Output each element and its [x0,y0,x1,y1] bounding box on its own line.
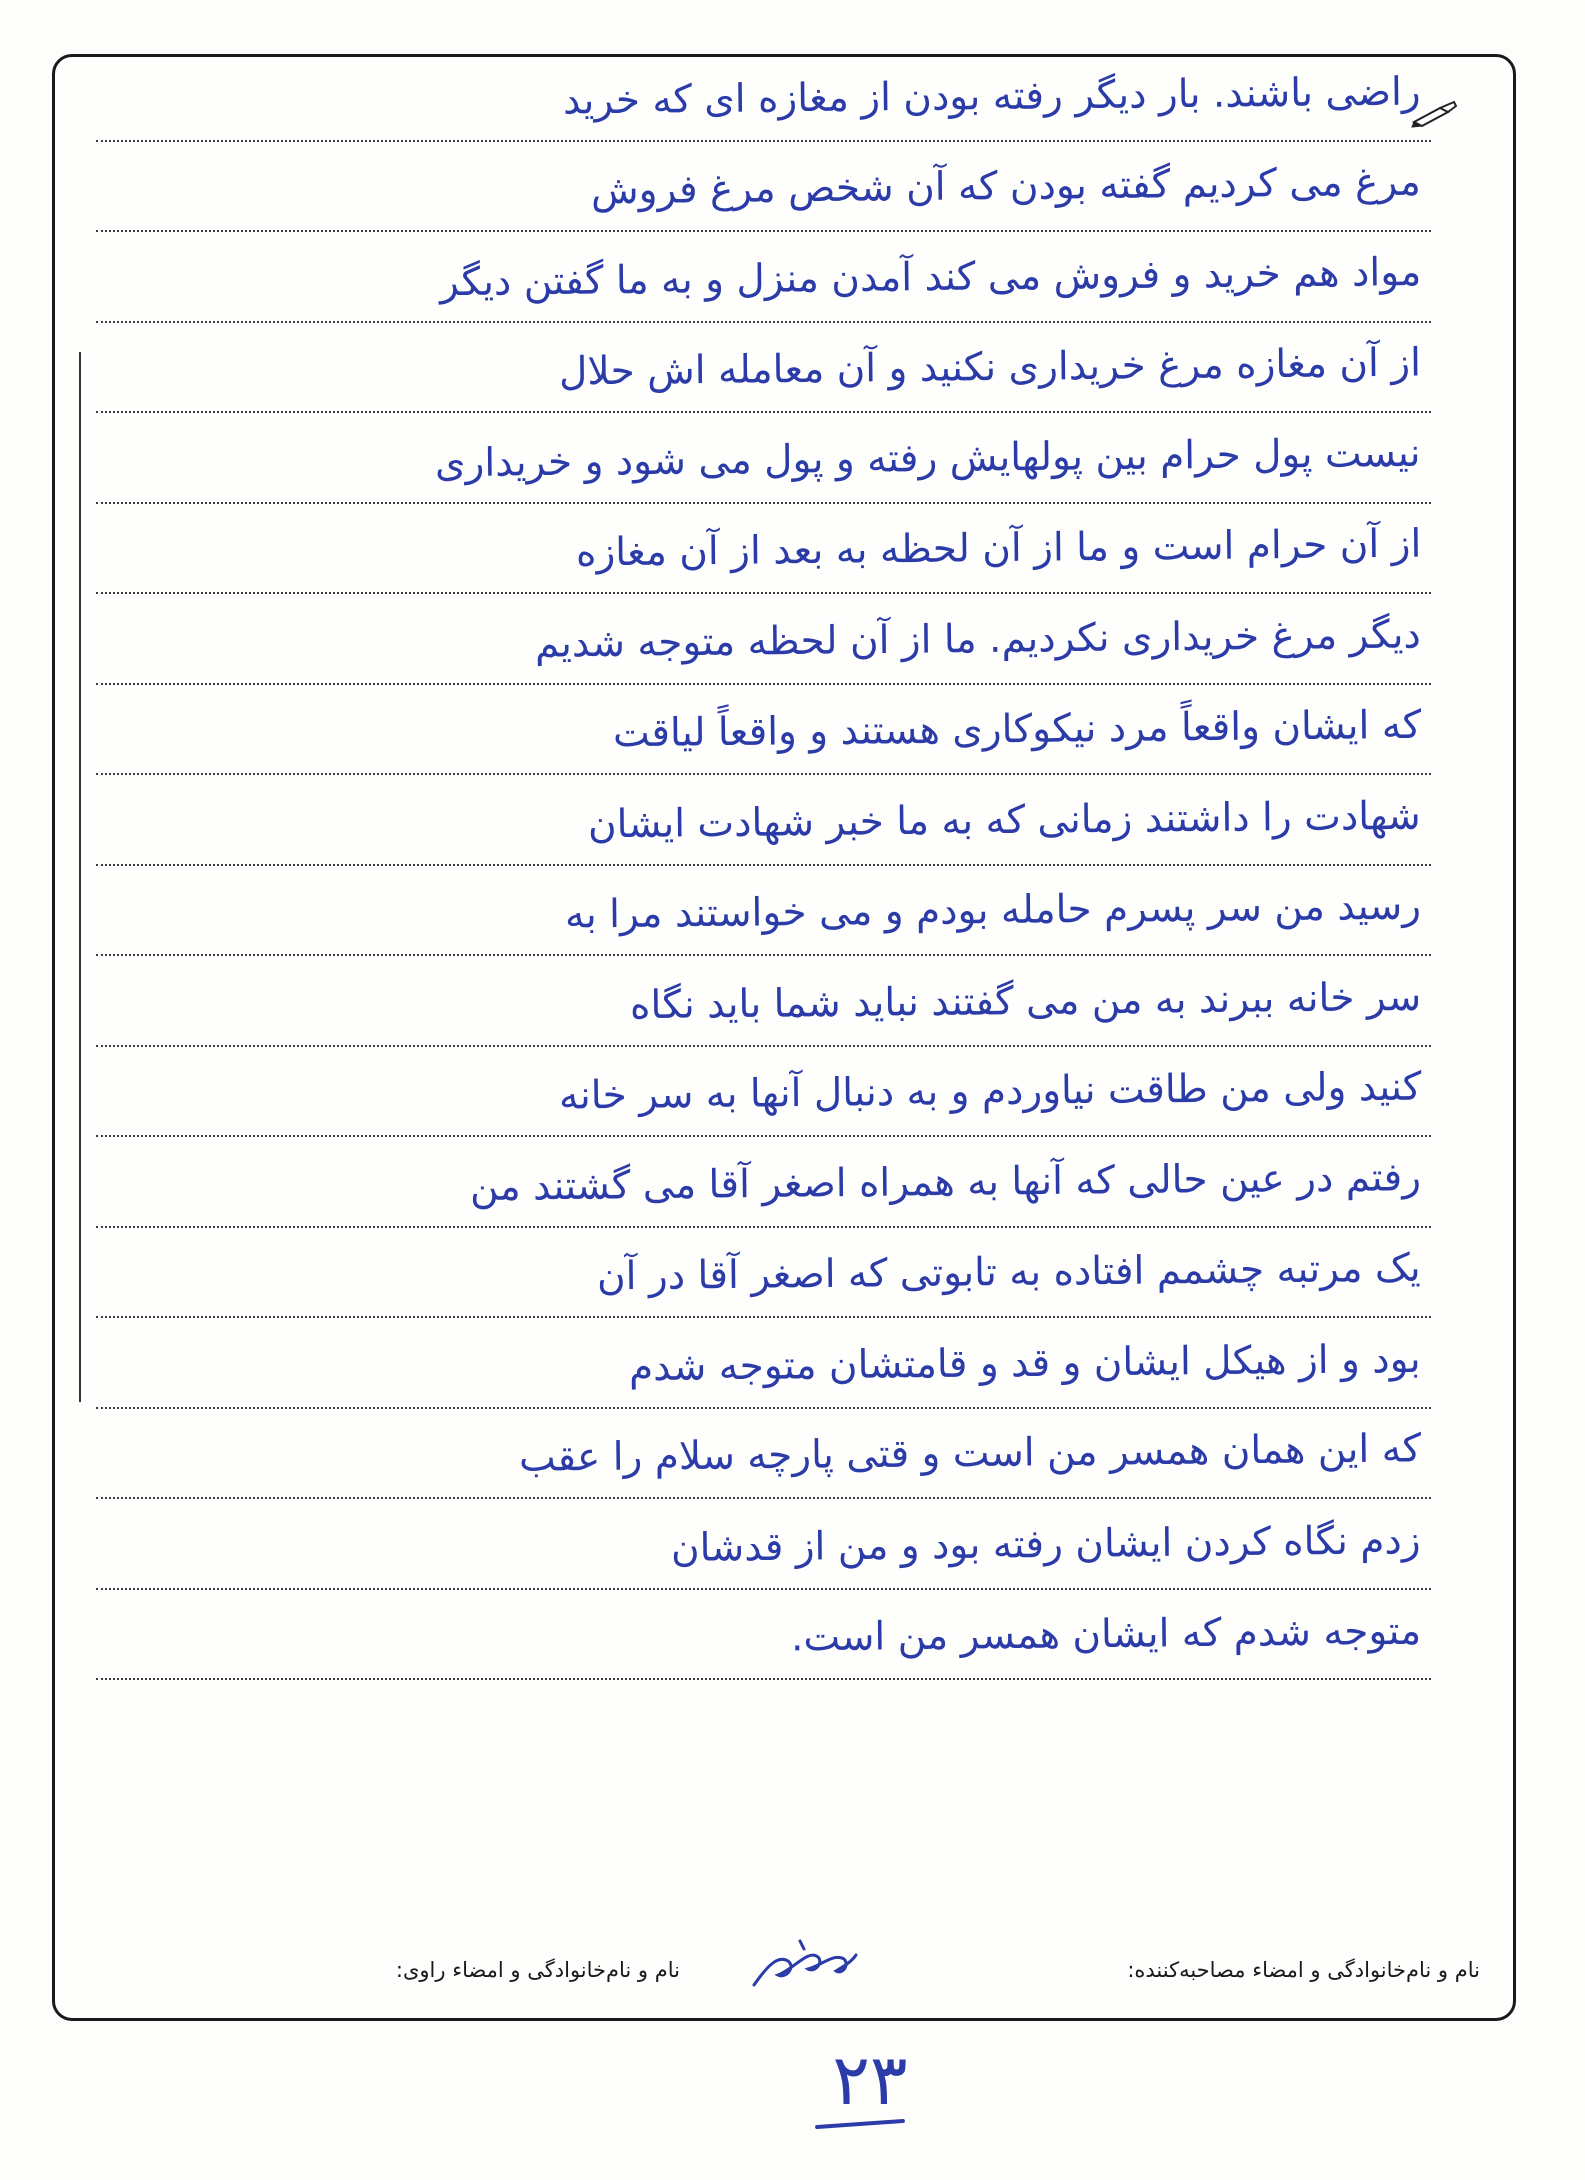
text-line: مرغ می کردیم گفته بودن که آن شخص مرغ فروش [96,152,1431,232]
narrator-signature-label: نام و نام‌خانوادگی و امضاء راوی: [395,1958,680,1982]
text-line: از آن حرام است و ما از آن لحظه به بعد از آن مغازه [96,514,1431,594]
text-line: مواد هم خرید و فروش می کند آمدن منزل و به ما گفتن دیگر [96,243,1431,323]
text-line: که ایشان واقعاً مرد نیکوکاری هستند و واقعاً لیاقت [96,695,1431,775]
signature-scribble [748,1935,860,1995]
text-line: راضی باشند. بار دیگر رفته بودن از مغازه ای که خرید [96,62,1431,142]
text-line: سر خانه ببرند به من می گفتند نباید شما باید نگاه [96,967,1431,1047]
text-line: رسید من سر پسرم حامله بودم و می خواستند مرا به [96,876,1431,956]
text-line: که این همان همسر من است و قتی پارچه سلام را عقب [96,1419,1431,1499]
text-line: از آن مغازه مرغ خریداری نکنید و آن معامله اش حلال [96,333,1431,413]
text-line: رفتم در عین حالی که آنها به همراه اصغر آقا می گشتند من [96,1148,1431,1228]
text-line: شهادت را داشتند زمانی که به ما خبر شهادت ایشان [96,786,1431,866]
text-line: دیگر مرغ خریداری نکردیم. ما از آن لحظه متوجه شدیم [96,605,1431,685]
text-line: زدم نگاه کردن ایشان رفته بود و من از قدشان [96,1510,1431,1590]
text-line: نیست پول حرام بین پولهایش رفته و پول می شود و خریداری [96,424,1431,504]
interviewer-signature-label: نام و نام‌خانوادگی و امضاء مصاحبه‌کننده: [1127,1958,1480,1982]
text-line: بود و از هیکل ایشان و قد و قامتشان متوجه شدم [96,1329,1431,1409]
text-line: متوجه شدم که ایشان همسر من است. [96,1600,1431,1680]
text-line: یک مرتبه چشمم افتاده به تابوتی که اصغر آقا در آن [96,1238,1431,1318]
text-line: کنید ولی من طاقت نیاوردم و به دنبال آنها به سر خانه [96,1057,1431,1137]
signature-footer [300,1950,1480,1990]
page-number: ۲۳ [832,2039,908,2121]
